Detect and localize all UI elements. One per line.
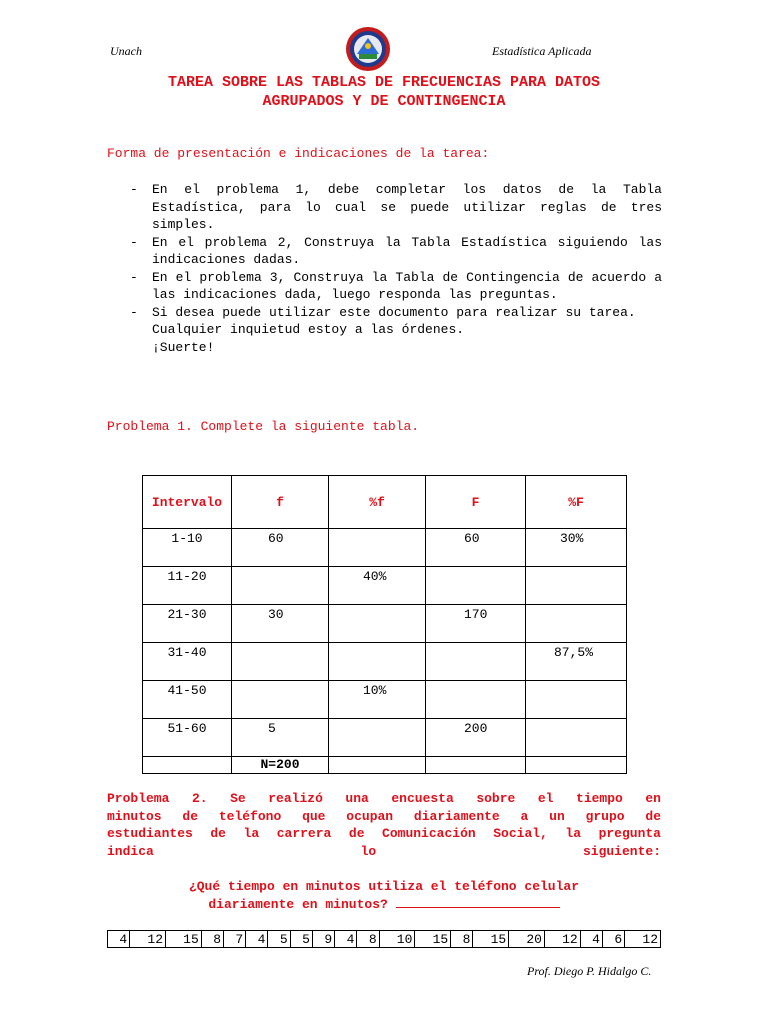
column-header: Intervalo	[143, 476, 232, 529]
university-seal-logo	[345, 26, 391, 72]
survey-data-table	[107, 930, 661, 948]
data-cell: 7	[224, 931, 246, 948]
table-cell	[232, 643, 329, 681]
table-cell	[329, 757, 426, 774]
table-header-row	[143, 476, 627, 529]
column-header: %F	[526, 476, 627, 529]
survey-question	[107, 878, 661, 913]
column-header: f	[232, 476, 329, 529]
table-cell	[329, 529, 426, 567]
table-cell	[329, 605, 426, 643]
question-line-1: ¿Qué tiempo en minutos utiliza el teléfono celular	[188, 879, 580, 894]
data-cell: 5	[290, 931, 312, 948]
problem2-line: minutos de teléfono que ocupan diariamente a un grupo de	[107, 808, 661, 824]
table-cell: 200	[426, 719, 526, 757]
header-institution: Unach	[110, 44, 142, 58]
data-cell: 4	[580, 931, 602, 948]
problem2-line: estudiantes de la carrera de Comunicación Social, la pregunta	[107, 826, 661, 841]
data-cell: 4	[108, 931, 130, 948]
list-item: - En el problema 2, Construya la Tabla Estadística siguiendo las indicaciones dadas.	[130, 234, 662, 267]
table-row	[143, 529, 627, 567]
table-cell: 41-50	[143, 681, 232, 719]
table-cell: 170	[426, 605, 526, 643]
list-item: - En el problema 1, debe completar los datos de la Tabla Estadística, para lo cual se puede utilizar reglas de tres simples.	[130, 182, 662, 232]
table-cell	[232, 567, 329, 605]
data-cell: 15	[166, 931, 202, 948]
table-cell	[426, 643, 526, 681]
table-cell: 30%	[526, 529, 627, 567]
frequency-table	[142, 475, 627, 774]
document-title	[80, 73, 688, 111]
data-cell: 15	[415, 931, 451, 948]
data-cell: 4	[335, 931, 357, 948]
data-cell: 10	[379, 931, 415, 948]
problem2-line: indica lo siguiente:	[107, 843, 661, 859]
table-total-row	[143, 757, 627, 774]
table-cell: 31-40	[143, 643, 232, 681]
table-cell: 21-30	[143, 605, 232, 643]
problem1-heading: Problema 1. Complete la siguiente tabla.	[107, 419, 420, 434]
instructions-list	[130, 181, 662, 356]
table-cell: 60	[232, 529, 329, 567]
data-cell: 12	[130, 931, 166, 948]
data-cell: 6	[602, 931, 624, 948]
total-cell: N=200	[232, 757, 329, 774]
table-cell: 5	[232, 719, 329, 757]
closing-line: Cualquier inquietud estoy a las órdenes.	[152, 322, 465, 337]
table-cell	[329, 719, 426, 757]
question-line-2: diariamente en minutos?	[208, 896, 388, 912]
table-cell: 1-10	[143, 529, 232, 567]
title-line-2: AGRUPADOS Y DE CONTINGENCIA	[262, 93, 506, 110]
table-cell: 30	[232, 605, 329, 643]
title-line-1: TAREA SOBRE LAS TABLAS DE FRECUENCIAS PARA DATOS	[167, 74, 601, 91]
table-cell: 51-60	[143, 719, 232, 757]
table-row	[143, 605, 627, 643]
table-cell	[143, 757, 232, 774]
data-cell: 20	[509, 931, 545, 948]
table-cell: 60	[426, 529, 526, 567]
table-cell	[426, 681, 526, 719]
data-cell: 12	[625, 931, 661, 948]
table-row	[143, 719, 627, 757]
data-cell: 8	[357, 931, 379, 948]
table-cell	[526, 681, 627, 719]
table-cell	[526, 719, 627, 757]
table-cell	[329, 643, 426, 681]
footer-author: Prof. Diego P. Hidalgo C.	[527, 964, 652, 978]
data-cell: 12	[544, 931, 580, 948]
header-course: Estadística Aplicada	[492, 44, 592, 58]
data-cell: 9	[312, 931, 334, 948]
instructions-heading: Forma de presentación e indicaciones de la tarea:	[107, 146, 490, 161]
table-cell: 40%	[329, 567, 426, 605]
table-cell	[526, 757, 627, 774]
problem2-statement	[107, 790, 661, 860]
column-header: F	[426, 476, 526, 529]
list-item: - Si desea puede utilizar este documento para realizar su tarea.	[130, 304, 636, 320]
table-cell: 10%	[329, 681, 426, 719]
data-cell: 8	[451, 931, 473, 948]
table-cell: 11-20	[143, 567, 232, 605]
table-row	[143, 643, 627, 681]
data-cell: 5	[268, 931, 290, 948]
table-cell	[426, 567, 526, 605]
data-cell: 15	[473, 931, 509, 948]
problem2-line: Problema 2. Se realizó una encuesta sobre el tiempo en	[107, 791, 661, 806]
table-cell	[526, 605, 627, 643]
answer-blank[interactable]	[396, 896, 560, 908]
column-header: %f	[329, 476, 426, 529]
list-item: - En el problema 3, Construya la Tabla de Contingencia de acuerdo a las indicaciones dada, luego responda las preguntas.	[130, 269, 662, 302]
data-cell: 8	[201, 931, 223, 948]
table-row	[108, 931, 661, 948]
table-row	[143, 567, 627, 605]
table-cell	[526, 567, 627, 605]
data-cell: 4	[246, 931, 268, 948]
table-cell	[232, 681, 329, 719]
closing-line: ¡Suerte!	[152, 339, 215, 355]
table-cell: 87,5%	[526, 643, 627, 681]
table-cell	[426, 757, 526, 774]
table-row	[143, 681, 627, 719]
